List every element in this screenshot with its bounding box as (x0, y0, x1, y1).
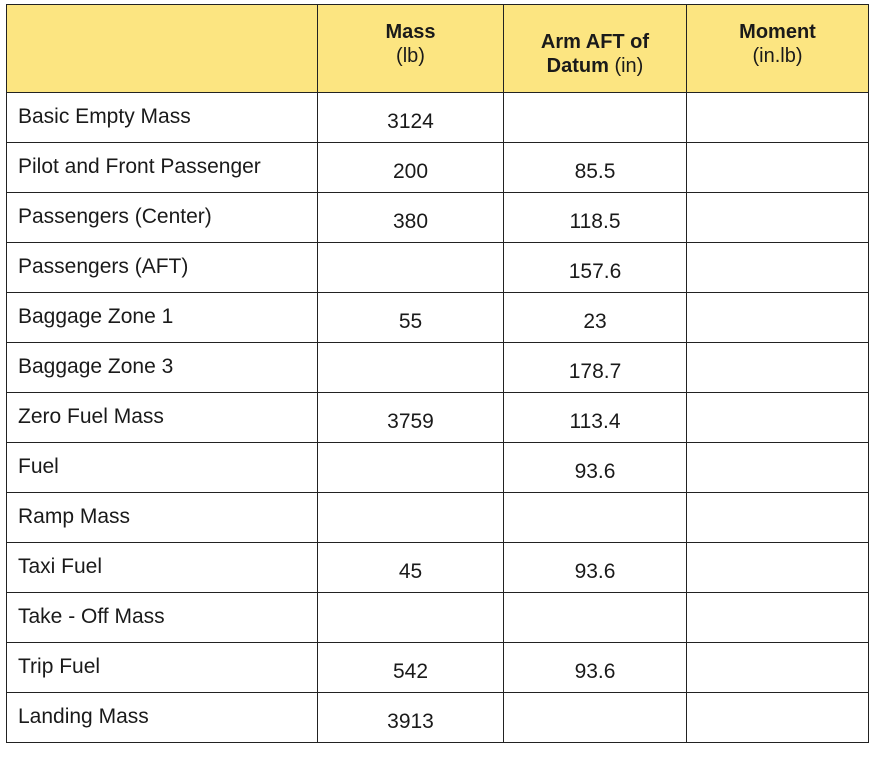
table-row (7, 393, 869, 443)
header-mass-title: Mass (385, 21, 436, 43)
row-label: Passengers (AFT) (7, 243, 318, 293)
table-row (7, 443, 869, 493)
moment-cell (687, 593, 869, 643)
moment-cell (687, 243, 869, 293)
mass-cell (318, 493, 504, 543)
header-arm-title-line1: Arm AFT of (540, 31, 650, 53)
arm-cell: 93.6 (504, 643, 687, 693)
mass-balance-table (6, 4, 869, 743)
mass-cell: 200 (318, 143, 504, 193)
mass-cell (318, 343, 504, 393)
table-body (7, 93, 869, 743)
mass-cell: 542 (318, 643, 504, 693)
arm-cell: 85.5 (504, 143, 687, 193)
table-row (7, 643, 869, 693)
arm-cell (504, 93, 687, 143)
row-label: Baggage Zone 1 (7, 293, 318, 343)
arm-cell: 178.7 (504, 343, 687, 393)
arm-cell: 93.6 (504, 543, 687, 593)
moment-cell (687, 493, 869, 543)
row-label: Zero Fuel Mass (7, 393, 318, 443)
table-header (7, 5, 869, 93)
mass-cell: 3759 (318, 393, 504, 443)
header-arm-unit: (in) (614, 55, 644, 77)
arm-cell (504, 693, 687, 743)
header-moment-unit: (in.lb) (752, 45, 803, 67)
header-moment (687, 5, 869, 93)
table-row (7, 93, 869, 143)
mass-cell: 380 (318, 193, 504, 243)
row-label: Baggage Zone 3 (7, 343, 318, 393)
table-row (7, 693, 869, 743)
header-moment-title: Moment (739, 21, 816, 43)
header-row (7, 5, 869, 93)
mass-cell: 3913 (318, 693, 504, 743)
arm-cell: 157.6 (504, 243, 687, 293)
header-item-blank (7, 5, 318, 93)
mass-cell: 45 (318, 543, 504, 593)
row-label: Taxi Fuel (7, 543, 318, 593)
moment-cell (687, 293, 869, 343)
arm-cell: 118.5 (504, 193, 687, 243)
header-mass-unit: (lb) (396, 45, 425, 67)
row-label: Basic Empty Mass (7, 93, 318, 143)
moment-cell (687, 193, 869, 243)
mass-cell (318, 593, 504, 643)
moment-cell (687, 693, 869, 743)
table-row (7, 243, 869, 293)
arm-cell: 93.6 (504, 443, 687, 493)
mass-cell (318, 243, 504, 293)
table-row (7, 493, 869, 543)
mass-cell: 3124 (318, 93, 504, 143)
row-label: Fuel (7, 443, 318, 493)
row-label: Trip Fuel (7, 643, 318, 693)
header-arm-title-line2: Datum (546, 55, 609, 77)
moment-cell (687, 643, 869, 693)
mass-cell: 55 (318, 293, 504, 343)
arm-cell: 113.4 (504, 393, 687, 443)
row-label: Ramp Mass (7, 493, 318, 543)
arm-cell (504, 593, 687, 643)
header-arm (504, 5, 687, 93)
mass-cell (318, 443, 504, 493)
moment-cell (687, 93, 869, 143)
moment-cell (687, 543, 869, 593)
arm-cell: 23 (504, 293, 687, 343)
moment-cell (687, 143, 869, 193)
table-row (7, 293, 869, 343)
row-label: Pilot and Front Passenger (7, 143, 318, 193)
table-row (7, 543, 869, 593)
moment-cell (687, 393, 869, 443)
table-row (7, 193, 869, 243)
moment-cell (687, 343, 869, 393)
header-mass (318, 5, 504, 93)
mass-balance-sheet (6, 4, 869, 743)
moment-cell (687, 443, 869, 493)
row-label: Passengers (Center) (7, 193, 318, 243)
row-label: Take - Off Mass (7, 593, 318, 643)
table-row (7, 143, 869, 193)
arm-cell (504, 493, 687, 543)
table-row (7, 343, 869, 393)
table-row (7, 593, 869, 643)
row-label: Landing Mass (7, 693, 318, 743)
